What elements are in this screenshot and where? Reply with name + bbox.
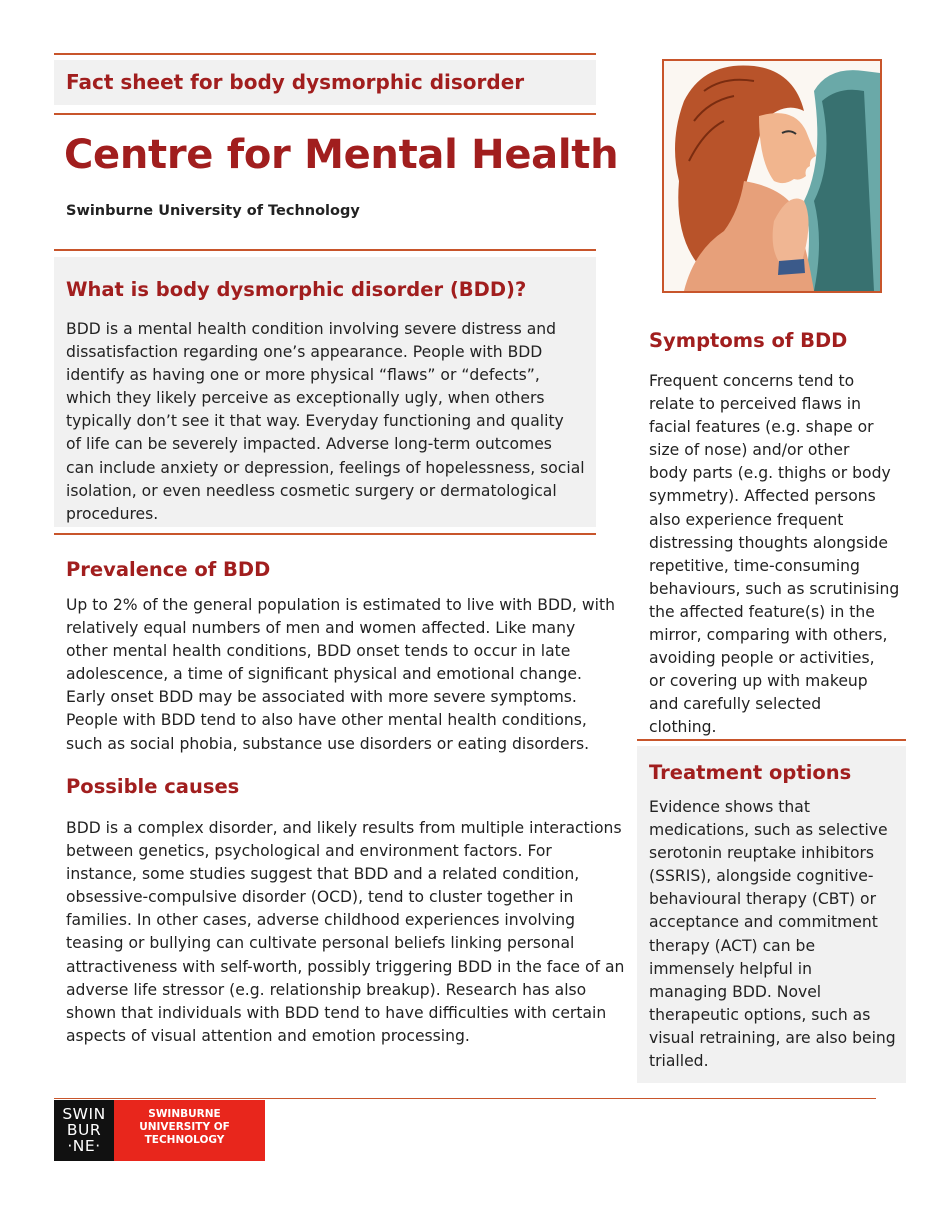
text-line: can include anxiety or depression, feelings of hopelessness, social [66,458,585,477]
text-line: dissatisfaction regarding one’s appearance. People with BDD [66,343,543,362]
text-line: relate to perceived flaws in [649,395,861,414]
text-line: therapeutic options, such as [649,1005,871,1024]
text-line: of life can be severely impacted. Adverse long-term outcomes [66,435,552,454]
text-line: Evidence shows that [649,798,810,816]
section-heading-prevalence: Prevalence of BDD [66,558,271,581]
text-line: Up to 2% of the general population is estimated to live with BDD, with [66,596,615,614]
text-line: such as social phobia, substance use disorders or eating disorders. [66,734,590,753]
symptoms-bottom-rule [637,739,906,741]
logo-text-line: SWINBURNE [148,1108,221,1120]
text-line: identify as having one or more physical “flaws” or “defects”, [66,366,540,385]
text-line: behavioural therapy (CBT) or [649,890,877,909]
text-line: managing BDD. Novel [649,982,822,1001]
text-line: clothing. [649,718,717,737]
text-line: isolation, or even needless cosmetic surgery or dermatological [66,481,557,500]
text-line: between genetics, psychological and environment factors. For [66,842,552,861]
text-line: attractiveness with self-worth, possibly triggering BDD in the face of an [66,957,625,976]
text-line: immensely helpful in [649,959,813,978]
text-line: BDD is a complex disorder, and likely results from multiple interactions [66,819,622,837]
text-line: trialled. [649,1052,709,1071]
text-line: procedures. [66,504,159,523]
text-line: distressing thoughts alongside [649,533,889,552]
text-line: size of nose) and/or other [649,441,850,460]
text-line: medications, such as selective [649,821,888,840]
logo-text-line: UNIVERSITY OF [139,1121,230,1133]
text-line: behaviours, such as scrutinising [649,579,900,598]
text-line: obsessive-compulsive disorder (OCD), tend to cluster together in [66,888,574,907]
text-line: avoiding people or activities, [649,649,875,668]
text-line: adverse life stressor (e.g. relationship breakup). Research has also [66,980,587,999]
text-line: teasing or bullying can cultivate personal beliefs linking personal [66,934,575,953]
text-line: body parts (e.g. thighs or body [649,464,891,483]
section-heading-causes: Possible causes [66,775,240,798]
text-line: families. In other cases, adverse childhood experiences involving [66,911,576,930]
text-line: other mental health conditions, BDD onset tends to occur in late [66,642,571,661]
text-line: typically don’t see it that way. Everyday functioning and quality [66,412,564,431]
text-line: and carefully selected [649,695,822,714]
prevalence-paragraph [66,594,615,756]
what-is-paragraph [66,318,585,526]
text-line: Early onset BDD may be associated with more severe symptoms. [66,688,577,707]
text-line: which they likely perceive as exceptionally ugly, when others [66,389,545,408]
section-heading-treatment: Treatment options [649,761,852,784]
fact-sheet-title: Fact sheet for body dysmorphic disorder [66,70,525,94]
logo-wordmark [114,1100,265,1161]
text-line: Frequent concerns tend to [649,372,855,390]
text-line: People with BDD tend to also have other mental health conditions, [66,711,587,730]
text-line: repetitive, time-consuming [649,556,860,575]
text-line: aspects of visual attention and emotion processing. [66,1026,470,1045]
organization-subtitle: Swinburne University of Technology [66,203,360,219]
title-rule [54,113,596,115]
text-line: acceptance and commitment [649,913,878,932]
what-is-bottom-rule [54,533,596,535]
text-line: adolescence, a time of significant physical and emotional change. [66,665,582,684]
text-line: visual retraining, are also being [649,1028,896,1047]
page-title: Centre for Mental Health [64,132,619,178]
text-line: symmetry). Affected persons [649,487,876,506]
treatment-paragraph [649,796,896,1073]
text-line: or covering up with makeup [649,672,868,691]
causes-paragraph [66,817,624,1048]
section-heading-what-is: What is body dysmorphic disorder (BDD)? [66,278,527,301]
bdd-illustration [662,59,882,293]
text-line: instance, some studies suggest that BDD and a related condition, [66,865,580,884]
footer-rule [54,1098,876,1099]
text-line: BDD is a mental health condition involving severe distress and [66,320,557,338]
symptoms-paragraph [649,370,899,740]
logo-mark-line: ·NE· [67,1137,101,1155]
logo-mark-line: BUR [66,1121,102,1139]
text-line: mirror, comparing with others, [649,626,888,645]
woman-mirror-image [664,61,880,291]
section-heading-symptoms: Symptoms of BDD [649,329,848,352]
text-line: (SSRIS), alongside cognitive- [649,867,874,886]
text-line: shown that individuals with BDD tend to have difficulties with certain [66,1003,607,1022]
logo-text-line: TECHNOLOGY [144,1134,225,1146]
text-line: relatively equal numbers of men and women affected. Like many [66,619,576,638]
text-line: serotonin reuptake inhibitors [649,844,875,863]
text-line: also experience frequent [649,510,844,529]
header-bottom-rule [54,249,596,251]
swinburne-logo [54,1100,265,1161]
text-line: therapy (ACT) can be [649,936,816,955]
text-line: facial features (e.g. shape or [649,418,874,437]
text-line: the affected feature(s) in the [649,602,875,621]
top-rule [54,53,596,55]
logo-mark-line: SWIN [62,1105,106,1123]
